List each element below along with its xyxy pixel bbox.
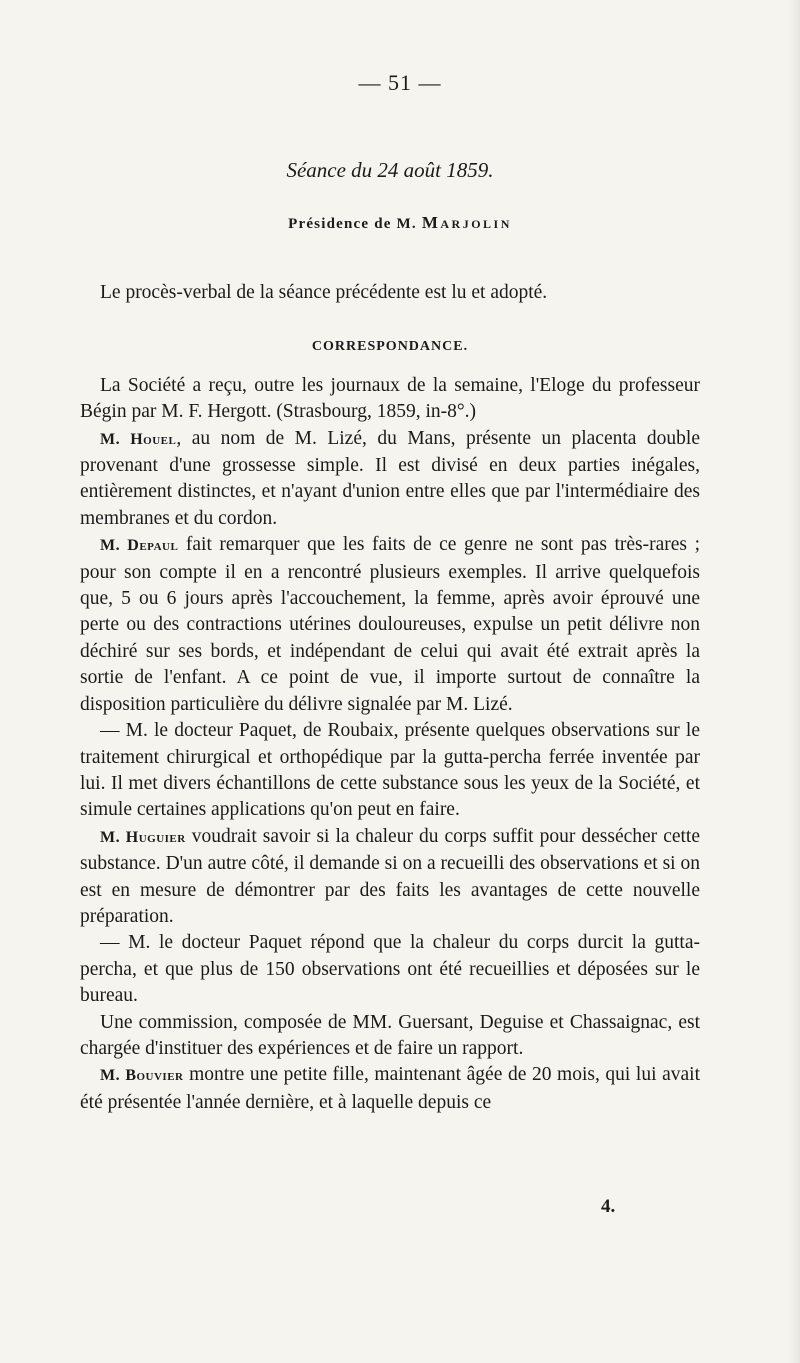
- paragraph-depaul-text: fait remarquer que les faits de ce genre ne sont pas très-rares ; pour son compte il en a rencontré plusieurs exemples. Il arrive quelquefois que, 5 ou 6 jours après l'accouchement, la femme, après avoir éprouvé une perte ou des contractions utérines douloureuses, expulse un petit délivre non déchiré sur ses bords, et indépendant de celui qui avait été extrait après la sortie de l'enfant. A ce point de vue, il importe surtout de connaître la disposition particulière du délivre signalée par M. Lizé.: [80, 534, 700, 715]
- presidency-line: [0, 213, 800, 233]
- president-name: Marjolin: [421, 213, 512, 232]
- page-edge-shadow: [788, 0, 800, 1363]
- paragraph-depaul: [80, 532, 700, 718]
- speaker-bouvier: M. Bouvier: [100, 1067, 184, 1085]
- presidency-prefix: Présidence de M.: [288, 216, 417, 232]
- paragraph-bouvier-text: montre une petite fille, maintenant âgée de 20 mois, qui lui avait été présentée l'année dernière, et à laquelle depuis ce: [80, 1064, 701, 1113]
- paragraph-paquet-presents: — M. le docteur Paquet, de Roubaix, présente quelques observations sur le traitement chirurgical et orthopédique par la gutta-percha ferrée inventée par lui. Il met divers échantillons de cette substance sous les yeux de la Société, et simule certaines applications qu'on peut en faire.: [80, 720, 700, 821]
- paragraph-houel-text: , au nom de M. Lizé, du Mans, présente un placenta double provenant d'une grossesse simple. Il est divisé en deux parties inégales, entièrement distinctes, et n'ayant d'union entre elles que par l'intermédiaire des membranes et du cordon.: [80, 427, 700, 529]
- page-number: — 51 —: [358, 70, 442, 95]
- paragraph-huguier: [80, 824, 700, 931]
- paragraph-paquet-replies: — M. le docteur Paquet répond que la chaleur du corps durcit la gutta-percha, et que plus de 150 observations ont été recueillies et déposées sur le bureau.: [80, 932, 700, 1007]
- paragraph-commission: Une commission, composée de MM. Guersant, Deguise et Chassaignac, est chargée d'instituer des expériences et de faire un rapport.: [80, 1011, 700, 1059]
- paragraph-houel: [80, 426, 700, 533]
- paragraph-bouvier: [80, 1062, 700, 1116]
- correspondence-heading: CORRESPONDANCE.: [311, 339, 469, 355]
- body-text: [80, 280, 700, 1116]
- signature-mark: 4.: [601, 1196, 616, 1217]
- speaker-huguier: M. Huguier: [100, 828, 186, 846]
- speaker-depaul: M. Depaul: [100, 537, 179, 555]
- speaker-houel: M. Houel: [100, 430, 177, 448]
- session-date: Séance du 24 août 1859.: [286, 158, 494, 182]
- paragraph-correspondence: La Société a reçu, outre les journaux de la semaine, l'Eloge du professeur Bégin par M. F. Hergott. (Strasbourg, 1859, in-8°.): [80, 374, 700, 423]
- minutes-adopted: Le procès-verbal de la séance précédente est lu et adopté.: [100, 282, 548, 303]
- paragraph-huguier-text: voudrait savoir si la chaleur du corps suffit pour dessécher cette substance. D'un autre côté, il demande si on a recueilli des observations et si on est en mesure de démontrer par des faits les avantages de cette nouvelle préparation.: [80, 825, 700, 927]
